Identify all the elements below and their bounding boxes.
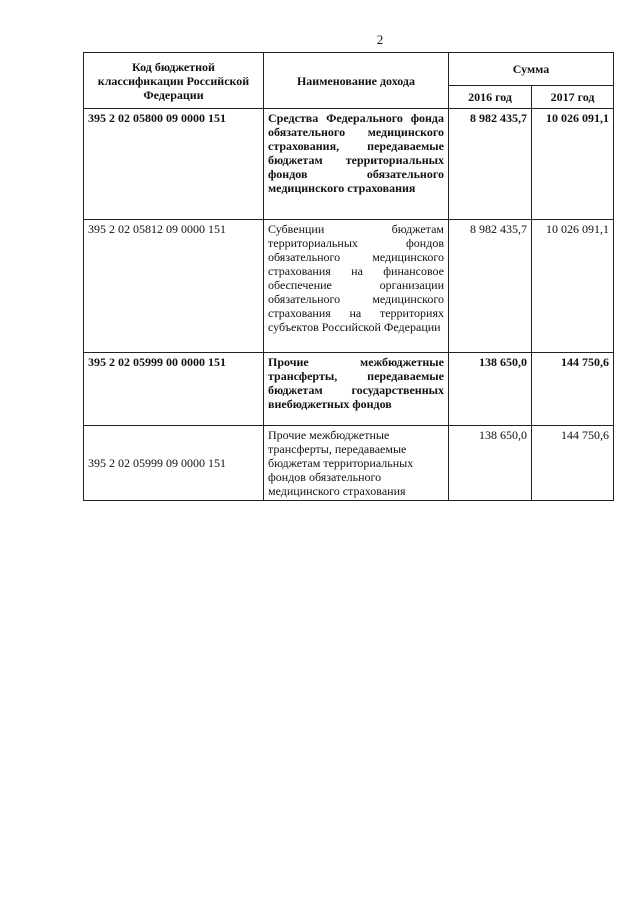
header-name: Наименование дохода — [264, 53, 449, 109]
row-code: 395 2 02 05999 00 0000 151 — [84, 353, 264, 426]
header-year-2017: 2017 год — [532, 86, 614, 109]
row-value-2017: 144 750,6 — [532, 353, 614, 426]
row-name: Прочие межбюджетные трансферты, передаваемые бюджетам территориальных фондов обязательного медицинского страхования — [264, 426, 449, 501]
row-value-2016: 138 650,0 — [449, 353, 532, 426]
table-row — [84, 109, 614, 220]
row-value-2016: 8 982 435,7 — [449, 109, 532, 220]
row-value-2016: 138 650,0 — [449, 426, 532, 501]
budget-revenue-table — [83, 52, 614, 501]
row-code: 395 2 02 05800 09 0000 151 — [84, 109, 264, 220]
row-code: 395 2 02 05999 09 0000 151 — [84, 426, 264, 501]
table-row — [84, 220, 614, 353]
row-name: Субвенции бюджетам территориальных фондов обязательного медицинского страхования на финансовое обеспечение организации обязательного медицинского страхования на территориях субъектов Российской Федерации — [264, 220, 449, 353]
row-value-2017: 10 026 091,1 — [532, 109, 614, 220]
row-name: Прочие межбюджетные трансферты, передаваемые бюджетам государственных внебюджетных фондов — [264, 353, 449, 426]
header-sum: Сумма — [449, 53, 614, 86]
row-value-2017: 144 750,6 — [532, 426, 614, 501]
table-row — [84, 353, 614, 426]
row-value-2017: 10 026 091,1 — [532, 220, 614, 353]
row-value-2016: 8 982 435,7 — [449, 220, 532, 353]
table-row — [84, 426, 614, 501]
header-year-2016: 2016 год — [449, 86, 532, 109]
header-code: Код бюджетной классификации Российской Федерации — [84, 53, 264, 109]
row-code: 395 2 02 05812 09 0000 151 — [84, 220, 264, 353]
row-name: Средства Федерального фонда обязательного медицинского страхования, передаваемые бюджетам территориальных фондов обязательного медицинского страхования — [264, 109, 449, 220]
page-number: 2 — [376, 32, 384, 47]
